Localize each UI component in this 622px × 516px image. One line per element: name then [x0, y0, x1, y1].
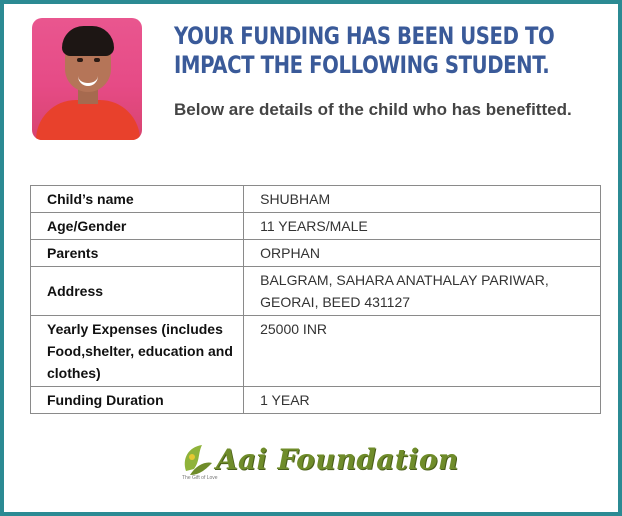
row-label: Parents [31, 240, 244, 267]
row-label: Yearly Expenses (includes Food,shelter, education and clothes) [31, 316, 244, 387]
photo-eye-right [94, 58, 100, 62]
table-row [31, 186, 601, 213]
subline: Below are details of the child who has benefitted. [174, 100, 572, 119]
row-label: Funding Duration [31, 387, 244, 414]
logo-leaf-icon [180, 441, 214, 479]
table-row [31, 267, 601, 316]
photo-shirt [36, 100, 140, 140]
student-photo [32, 18, 142, 140]
logo-tagline: The Gift of Love [182, 475, 218, 481]
headline: YOUR FUNDING HAS BEEN USED TO IMPACT THE FOLLOWING STUDENT. [174, 22, 555, 79]
photo-hair [62, 26, 114, 56]
row-value: 1 YEAR [244, 387, 601, 414]
row-label: Age/Gender [31, 213, 244, 240]
table-row [31, 316, 601, 387]
table-row [31, 387, 601, 414]
row-value: BALGRAM, SAHARA ANATHALAY PARIWAR, GEORAI, BEED 431127 [244, 267, 601, 316]
aai-foundation-logo [180, 441, 459, 485]
row-value: 11 YEARS/MALE [244, 213, 601, 240]
logo-text: Aai Foundation [216, 443, 459, 476]
row-value: 25000 INR [244, 316, 601, 387]
row-label: Address [31, 267, 244, 316]
table-row [31, 240, 601, 267]
details-table [30, 185, 601, 414]
row-value: SHUBHAM [244, 186, 601, 213]
photo-eye-left [77, 58, 83, 62]
row-value: ORPHAN [244, 240, 601, 267]
row-label: Child’s name [31, 186, 244, 213]
table-row [31, 213, 601, 240]
